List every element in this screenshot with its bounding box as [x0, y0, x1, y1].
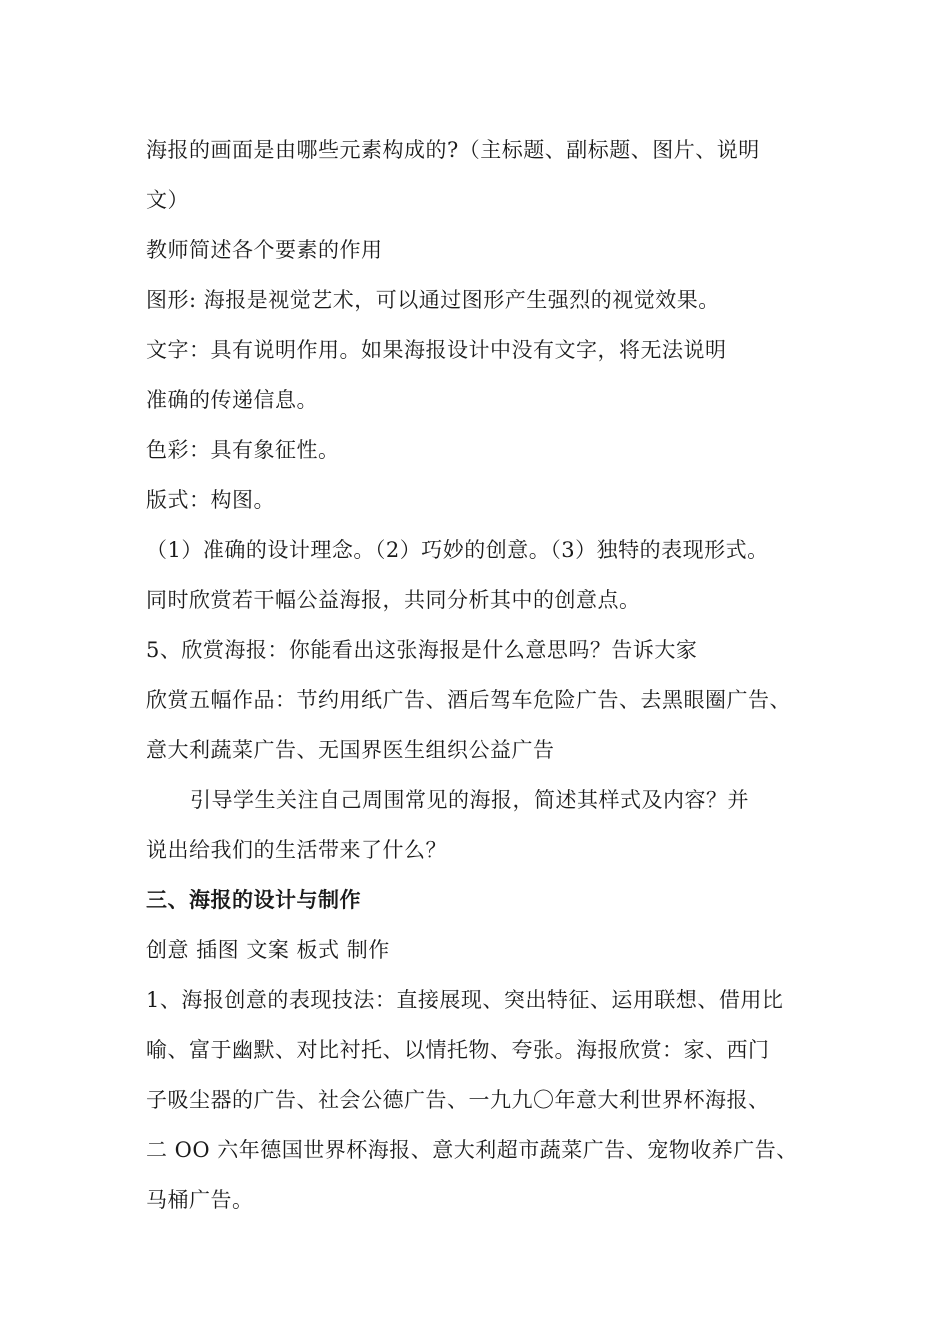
text-line-4: 图形: 海报是视觉艺术，可以通过图形产生强烈的视觉效果。 — [146, 288, 720, 312]
text-line-18: 1、海报创意的表现技法：直接展现、突出特征、运用联想、借用比 — [146, 988, 784, 1012]
text-line-15: 说出给我们的生活带来了什么？ — [146, 838, 447, 862]
text-line-8: 版式：构图。 — [146, 488, 275, 512]
text-line-12: 欣赏五幅作品：节约用纸广告、酒后驾车危险广告、去黑眼圈广告、 — [146, 688, 791, 712]
text-line-5: 文字：具有说明作用。如果海报设计中没有文字，将无法说明 — [146, 338, 727, 362]
text-line-2: 文） — [146, 188, 189, 212]
text-line-14: 引导学生关注自己周围常见的海报，简述其样式及内容？并 — [190, 788, 749, 812]
text-line-20: 子吸尘器的广告、社会公德广告、一九九〇年意大利世界杯海报、 — [146, 1088, 770, 1112]
text-line-17: 创意 插图 文案 板式 制作 — [146, 938, 390, 962]
text-line-13: 意大利蔬菜广告、无国界医生组织公益广告 — [146, 738, 555, 762]
text-line-19: 喻、富于幽默、对比衬托、以情托物、夸张。海报欣赏：家、西门 — [146, 1038, 770, 1062]
section-heading: 三、海报的设计与制作 — [146, 887, 361, 912]
text-line-21: 二 OO 六年德国世界杯海报、意大利超市蔬菜广告、宠物收养广告、 — [146, 1138, 798, 1162]
text-line-1: 海报的画面是由哪些元素构成的?（主标题、副标题、图片、说明 — [146, 138, 760, 162]
text-line-11: 5、欣赏海报：你能看出这张海报是什么意思吗？告诉大家 — [146, 638, 698, 662]
text-line-3: 教师简述各个要素的作用 — [146, 238, 383, 262]
text-line-22: 马桶广告。 — [146, 1188, 254, 1212]
text-line-9: （1）准确的设计理念。（2）巧妙的创意。（3）独特的表现形式。 — [146, 538, 769, 562]
text-line-6: 准确的传递信息。 — [146, 388, 318, 412]
text-line-7: 色彩：具有象征性。 — [146, 438, 340, 462]
text-line-10: 同时欣赏若干幅公益海报，共同分析其中的创意点。 — [146, 588, 641, 612]
